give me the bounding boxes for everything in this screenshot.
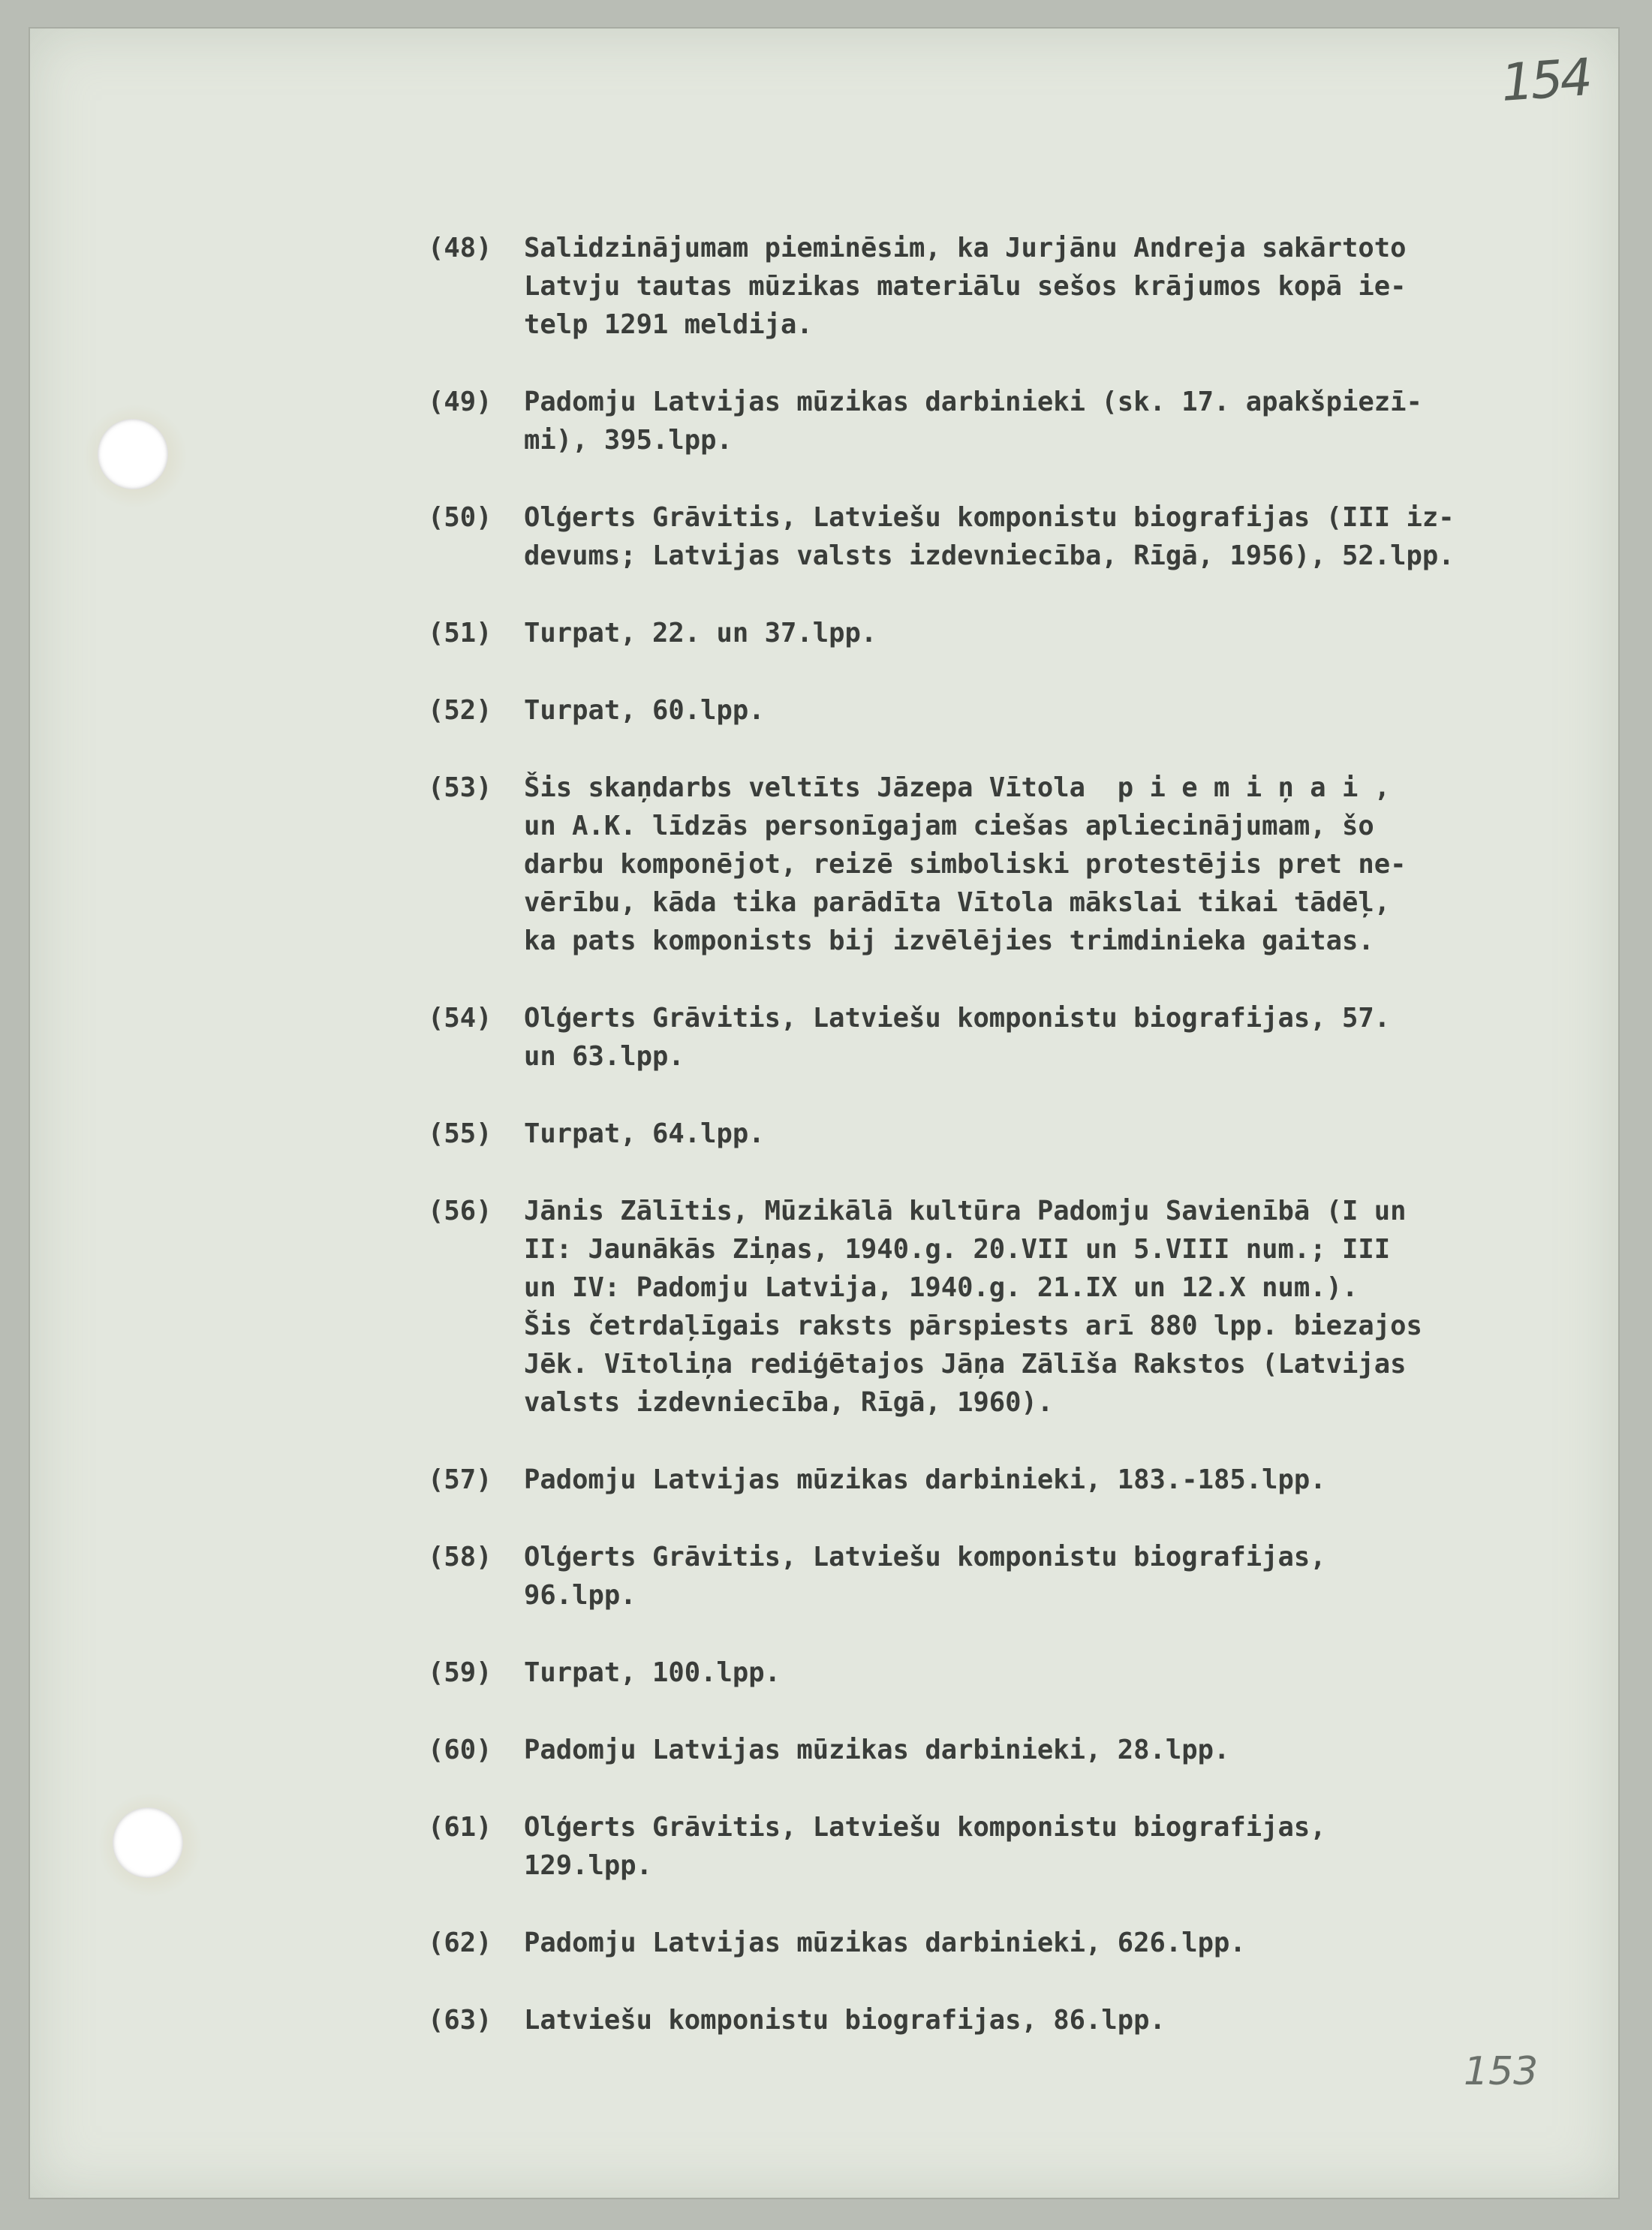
- footnote-number: (57): [428, 1464, 492, 1495]
- footnote-line: Jēk. Vītoliņa rediģētajos Jāņa Zālīša Rakstos (Latvijas: [524, 1349, 1407, 1380]
- footnote: [428, 769, 1629, 960]
- footnote: [428, 229, 1629, 344]
- footnote-line: devums; Latvijas valsts izdevniecība, Rīgā, 1956), 52.lpp.: [524, 540, 1455, 571]
- footnote-line: Turpat, 100.lpp.: [524, 1657, 781, 1688]
- footnote-number: (56): [428, 1196, 492, 1226]
- footnote: [428, 498, 1629, 575]
- punch-hole: [98, 419, 168, 489]
- footnote-line: Olģerts Grāvitis, Latviešu komponistu biografijas,: [524, 1542, 1326, 1572]
- footnote-line: vērību, kāda tika parādīta Vītola mākslai tikai tādēļ,: [524, 887, 1391, 918]
- footnote-line: Turpat, 64.lpp.: [524, 1118, 765, 1149]
- footnote-line: Šis skaņdarbs veltīts Jāzepa Vītola p i e m i ņ a i ,: [524, 772, 1391, 803]
- footnote-line: darbu komponējot, reizē simboliski protestējis pret ne-: [524, 849, 1407, 880]
- footnote: [428, 1924, 1629, 1962]
- footnote-number: (60): [428, 1735, 492, 1765]
- footnote-line: un IV: Padomju Latvija, 1940.g. 21.IX un 12.X num.).: [524, 1272, 1359, 1303]
- footnote: [428, 1461, 1629, 1499]
- footnote-line: ka pats komponists bij izvēlējies trimdinieka gaitas.: [524, 925, 1374, 956]
- footnote: [428, 1538, 1629, 1615]
- footnote-line: mi), 395.lpp.: [524, 425, 733, 456]
- footnote: [428, 1654, 1629, 1692]
- footnote-number: (53): [428, 772, 492, 803]
- footnote: [428, 1731, 1629, 1769]
- footnote-list: [428, 229, 1629, 2078]
- footnote-line: Salidzinājumam pieminēsim, ka Jurjānu Andreja sakārtoto: [524, 233, 1407, 263]
- footnote-line: Latvju tautas mūzikas materiālu sešos krājumos kopā ie-: [524, 271, 1407, 302]
- footnote-line: Olģerts Grāvitis, Latviešu komponistu biografijas,: [524, 1812, 1326, 1843]
- punch-hole: [113, 1807, 183, 1878]
- footnote: [428, 383, 1629, 459]
- footnote: [428, 614, 1629, 652]
- footnote-line: Olģerts Grāvitis, Latviešu komponistu biografijas, 57.: [524, 1003, 1391, 1034]
- footnote: [428, 999, 1629, 1076]
- handwritten-page-number: 154: [1499, 47, 1592, 114]
- footnote-line: Padomju Latvijas mūzikas darbinieki, 626.lpp.: [524, 1928, 1246, 1958]
- footnote-number: (52): [428, 695, 492, 726]
- footnote-number: (48): [428, 233, 492, 263]
- footnote-number: (50): [428, 502, 492, 533]
- footnote-line: Padomju Latvijas mūzikas darbinieki (sk. 17. apakšpiezī-: [524, 387, 1422, 417]
- footnote-line: Šis četrdaļīgais raksts pārspiests arī 880 lpp. biezajos: [524, 1311, 1422, 1341]
- footnote: [428, 1808, 1629, 1885]
- footnote: [428, 691, 1629, 730]
- footnote-number: (63): [428, 2005, 492, 2036]
- footnote: [428, 1115, 1629, 1153]
- footnote-number: (54): [428, 1003, 492, 1034]
- footnote-line: valsts izdevniecība, Rīgā, 1960).: [524, 1387, 1054, 1418]
- footnote-line: 129.lpp.: [524, 1850, 652, 1881]
- footnote-number: (59): [428, 1657, 492, 1688]
- footnote-line: Padomju Latvijas mūzikas darbinieki, 28.lpp.: [524, 1735, 1230, 1765]
- footnote-line: Jānis Zālītis, Mūzikālā kultūra Padomju Savienībā (I un: [524, 1196, 1407, 1226]
- footnote-line: Latviešu komponistu biografijas, 86.lpp.: [524, 2005, 1166, 2036]
- footnote-number: (55): [428, 1118, 492, 1149]
- footnote: [428, 1192, 1629, 1422]
- footnote-number: (49): [428, 387, 492, 417]
- footnote-line: Turpat, 22. un 37.lpp.: [524, 618, 877, 649]
- footnote-line: 96.lpp.: [524, 1580, 636, 1611]
- footnote-line: un 63.lpp.: [524, 1041, 685, 1072]
- footnote-line: Padomju Latvijas mūzikas darbinieki, 183.-185.lpp.: [524, 1464, 1326, 1495]
- footnote-number: (62): [428, 1928, 492, 1958]
- footnote-line: Olģerts Grāvitis, Latviešu komponistu biografijas (III iz-: [524, 502, 1455, 533]
- footnote: [428, 2001, 1629, 2039]
- footnote-line: II: Jaunākās Ziņas, 1940.g. 20.VII un 5.VIII num.; III: [524, 1234, 1391, 1265]
- footnote-line: un A.K. līdzās personīgajam ciešas apliecinājumam, šo: [524, 811, 1374, 841]
- footnote-number: (58): [428, 1542, 492, 1572]
- footnote-number: (51): [428, 618, 492, 649]
- footnote-line: Turpat, 60.lpp.: [524, 695, 765, 726]
- footnote-number: (61): [428, 1812, 492, 1843]
- footnote-line: telp 1291 meldija.: [524, 309, 813, 340]
- handwritten-page-number-footer: 153: [1464, 2049, 1539, 2094]
